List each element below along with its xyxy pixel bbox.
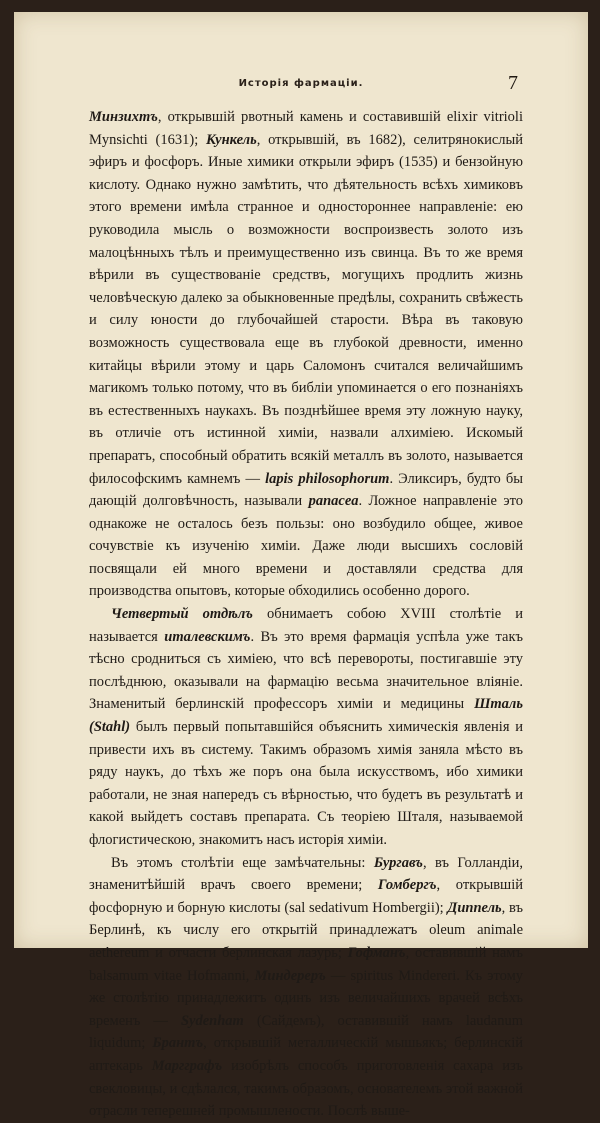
text-run: — spiritus Mindereri. Къ этому же столѣтію принадлежитъ одинъ изъ величайшихъ врачей всѣхъ временъ — <box>89 967 523 1029</box>
text-run: , открывшій металлическій мышьякъ; берлинскій аптекарь <box>89 1035 523 1074</box>
name-reference: lapis philosophorum <box>265 470 390 487</box>
text-run: . Ложное направленіе это однакоже не осталось безъ пользы: оно возбудило общее, живое сочувствіе къ изученію химіи. Даже люди высшихъ сословій посвящали ей много времени и доставляли средства для производства опытовъ, которые обходились особенно дорого. <box>89 493 523 600</box>
name-reference: Гофманъ <box>347 944 406 961</box>
text-run: . Эликсиръ, будто бы дающій долговѣчность, называли <box>89 470 524 510</box>
running-title: Исторія фармаціи. <box>238 78 364 89</box>
text-run: , оставившій намъ balsamum vitae Hofmanni, <box>89 944 523 984</box>
text-run: , въ Голландіи, знаменитѣйшій врачъ своего времени; <box>89 854 523 894</box>
text-run: изобрѣлъ способъ приготовленія сахара изъ свекловицы, и сдѣлался, такимъ образомъ, основателемъ этой важной отрасли теперешней промышлености. Послѣ выше- <box>89 1057 523 1120</box>
body-text <box>89 106 523 1123</box>
name-reference: италевскимъ <box>164 628 251 645</box>
text-run: , открывшій фосфорную и борную кислоты (sal sedativum Hombergii); <box>89 877 523 916</box>
text-run: Въ этомъ столѣтіи еще замѣчательны: <box>111 854 374 871</box>
text-run: , въ Берлинѣ, къ числу его открытій принадлежатъ oleum animale aethereum и отчасти берлинская лазурь; <box>89 899 523 961</box>
page-number: 7 <box>508 72 518 94</box>
name-reference: Брантъ <box>152 1035 204 1052</box>
name-reference: Минзихтъ <box>89 109 158 125</box>
paragraph-notable-chemists <box>89 852 523 1123</box>
text-run: , открывшій рвотный камень и составившій elixir vitrioli Mynsichti (1631); <box>89 109 523 148</box>
name-reference: panacea <box>308 493 359 510</box>
name-reference: Четвертый отдѣлъ <box>111 606 253 623</box>
name-reference: Миндереръ <box>254 967 326 984</box>
book-page <box>14 12 588 1120</box>
paragraph-alchemy <box>89 106 523 603</box>
name-reference: Бургавъ <box>373 854 423 871</box>
name-reference: Гомбергъ <box>377 877 437 894</box>
name-reference: Sydenhаm <box>180 1012 244 1029</box>
paragraph-fourth-section <box>89 603 523 852</box>
text-run: обнимаетъ собою XVIII столѣтіе и называется <box>89 606 523 645</box>
name-reference: Маргграфъ <box>151 1057 223 1074</box>
text-run: былъ первый попытавшійся объяснить химическія явленія и привести ихъ въ систему. Такимъ образомъ химія заняла мѣсто въ ряду наукъ, до тѣхъ же поръ она была искусствомъ, ибо химики работали, не зная напередъ съ вѣрностью, что будетъ въ результатѣ и какой выйдетъ составъ препарата. Съ теоріею Шталя, называемой флогистическою, знакомитъ насъ исторія химіи. <box>89 719 523 848</box>
name-reference: Диппель <box>447 899 502 916</box>
text-run: (Сайдемъ), оставившій намъ laudanum liquidum; <box>89 1012 524 1052</box>
name-reference: Шталь (Stahl) <box>89 696 523 736</box>
page-header <box>14 74 588 98</box>
text-run: , открывшій, въ 1682), селитрянокислый эфиръ и фосфоръ. Иные химики открыли эфиръ (1535) и бензойную кислоту. Однако нужно замѣтить, что дѣятельность всѣхъ химиковъ этого времени имѣла странное и одностороннее направленіе: ею руководила мысль о возможности воспроизвесть золото изъ малоцѣнныхъ тѣлъ и преимущественно изъ свинца. Въ то же время вѣрили въ существованіе средствъ, могущихъ продлить жизнь человѣческую далеко за обыкновенные предѣлы, сохранить свѣжесть и силу юности до глубочайшей старости. Вѣра въ таковую возможность существовала еще въ глубокой древности, именно китайцы вѣрили этому и царь Саломонъ считался величайшимъ магикомъ только потому, что въ библіи упоминается о его познаніяхъ въ естественныхъ наукахъ. Въ позднѣйшее время эту ложную науку, въ отличіе отъ истинной химіи, назвали алхиміею. Искомый препаратъ, способный обратить всякій металлъ въ золото, называется философскимъ камнемъ — <box>89 131 523 487</box>
text-run: . Въ это время фармація успѣла уже такъ тѣсно сродниться съ химіею, что всѣ перевороты, постигавшіе эту послѣднюю, оказывали на фармацію весьма значительное вліяніе. Знаменитый берлинскій профессоръ химіи и медицины <box>89 628 523 713</box>
name-reference: Кункель <box>205 131 257 148</box>
